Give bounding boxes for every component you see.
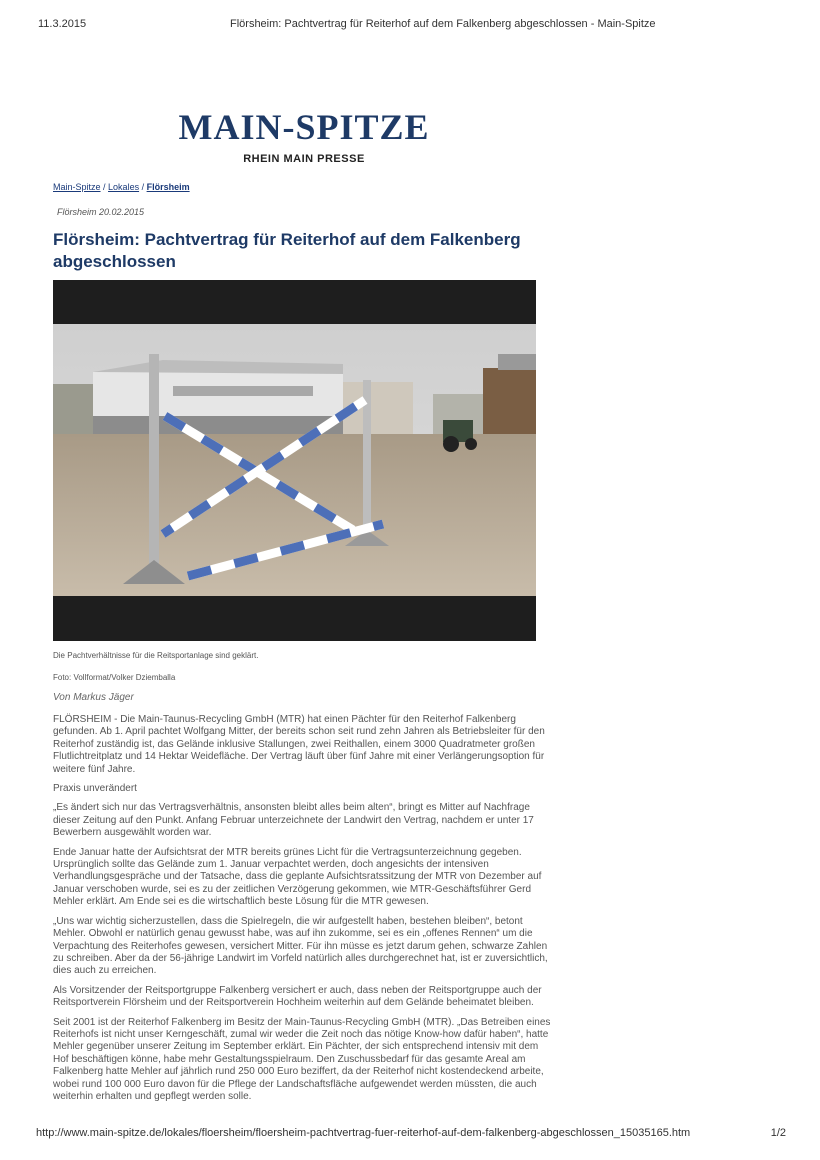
print-url: http://www.main-spitze.de/lokales/floersheim/floersheim-pachtvertrag-fuer-reiterhof-auf-dem-falkenberg-abgeschlossen_15035165.htm (36, 1127, 691, 1139)
article-paragraph: FLÖRSHEIM - Die Main-Taunus-Recycling GmbH (MTR) hat einen Pächter für den Reiterhof Falkenberg gefunden. Ab 1. April pachtet Wolfgang Mitter, der bereits schon seit rund zehn Jahren als Betriebsleiter für den Reiterhof zuständig ist, das Gelände inklusive Stallungen, zwei Reithallen, einem 3000 Quadratmeter großen Flutlichtreitplatz und 14 Hektar Weidefläche. Der Vertrag läuft über fünf Jahre mit einer Verlängerungsoption für weitere fünf Jahre. (53, 714, 545, 775)
print-header (38, 18, 786, 32)
print-page-number: 1/2 (770, 1127, 786, 1139)
breadcrumb-link-main-spitze[interactable]: Main-Spitze (53, 182, 101, 192)
article-paragraph: Als Vorsitzender der Reitsportgruppe Falkenberg versichert er auch, dass neben der Reitsportgruppe auch der Reitsportverein Flörsheim und der Reitsportverein Hochheim weiterhin auf dem Gelände beheimatet bleiben. (53, 984, 542, 1009)
breadcrumb (53, 182, 190, 192)
breadcrumb-link-lokales[interactable]: Lokales (108, 182, 140, 192)
article-paragraph: „Es ändert sich nur das Vertragsverhältnis, ansonsten bleibt alles beim alten“, bringt es Mitter auf Nachfrage dieser Zeitung auf den Punkt. Anfang Februar unterzeichnete der Landwirt den Vertrag, nachdem er unter 17 Bewerbern ausgewählt worden war. (53, 802, 534, 839)
breadcrumb-separator: / (139, 182, 147, 192)
article-headline: Flörsheim: Pachtvertrag für Reiterhof auf dem Falkenberg abgeschlossen (53, 230, 521, 271)
show-jumping-arena-image (53, 324, 536, 596)
print-date: 11.3.2015 (38, 18, 87, 30)
masthead (166, 107, 442, 165)
breadcrumb-link-floersheim[interactable]: Flörsheim (146, 182, 190, 192)
site-logo[interactable]: MAIN-SPITZE (178, 107, 430, 147)
article-dateline: Flörsheim 20.02.2015 (57, 207, 145, 217)
print-footer (36, 1127, 786, 1141)
article-paragraph: Ende Januar hatte der Aufsichtsrat der MTR bereits grünes Licht für die Vertragsunterzeichnung gegeben. Ursprünglich sollte das Gelände zum 1. Januar verpachtet werden, doch angesichts der intensiven Verhandlungsgespräche und der Tatsache, dass die geplante Aufsichtsratssitzung der MTR von Dezember auf Januar verschoben wurde, sei es zu der zeitlichen Verzögerung gekommen, wie MTR-Geschäftsführer Gerd Mehler erklärt. Am Ende sei es die wirtschaftlich beste Lösung für die MTR gewesen. (53, 846, 542, 908)
print-page-title: Flörsheim: Pachtvertrag für Reiterhof auf dem Falkenberg abgeschlossen - Main-Spitze (230, 18, 656, 30)
article-body (53, 714, 551, 1110)
article-paragraph: „Uns war wichtig sicherzustellen, dass die Spielregeln, die wir aufgestellt haben, bestehen bleiben“, betont Mehler. Obwohl er natürlich genau gewusst habe, was auf ihn zukomme, sei es ein „offenes Rennen“ um die Verpachtung des Reiterhofes gewesen, versichert Mitter. Für ihn müsse es jetzt darum gehen, schwarze Zahlen zu schreiben. Aber da der 56-jährige Landwirt im Vorfeld natürlich alles durchgerechnet hat, ist er zuversichtlich, dies auch zu erreichen. (53, 915, 548, 977)
article-paragraph: Seit 2001 ist der Reiterhof Falkenberg im Besitz der Main-Taunus-Recycling GmbH (MTR). „Das Betreiben eines Reiterhofs ist nicht unser Kerngeschäft, zumal wir weder die Zeit noch das nötige Know-how dafür haben“, hatte Mehler gegenüber unserer Zeitung im September erklärt. Ein Pächter, der sich entsprechend intensiv mit dem Hof beschäftigen könne, habe mehr Gestaltungsspielraum. Den Zuschussbedarf für das gesamte Areal am Falkenberg hatte Mehler auf jährlich rund 250 000 Euro beziffert, da der Reiterhof nicht kostendeckend arbeite, wobei rund 100 000 Euro davon für die Pflege der Landschaftsfläche aufgewendet werden müssten, die auch weiterhin erhalten und gepflegt werden solle. (53, 1016, 551, 1102)
photo-caption: Die Pachtverhältnisse für die Reitsportanlage sind geklärt. (53, 651, 259, 660)
site-subtitle: RHEIN MAIN PRESSE (243, 153, 365, 165)
breadcrumb-separator: / (100, 182, 109, 192)
article-author: Von Markus Jäger (53, 692, 134, 703)
article-photo[interactable] (53, 280, 536, 641)
article-subheading: Praxis unverändert (53, 783, 137, 795)
photo-credit: Foto: Vollformat/Volker Dziemballa (53, 673, 176, 682)
